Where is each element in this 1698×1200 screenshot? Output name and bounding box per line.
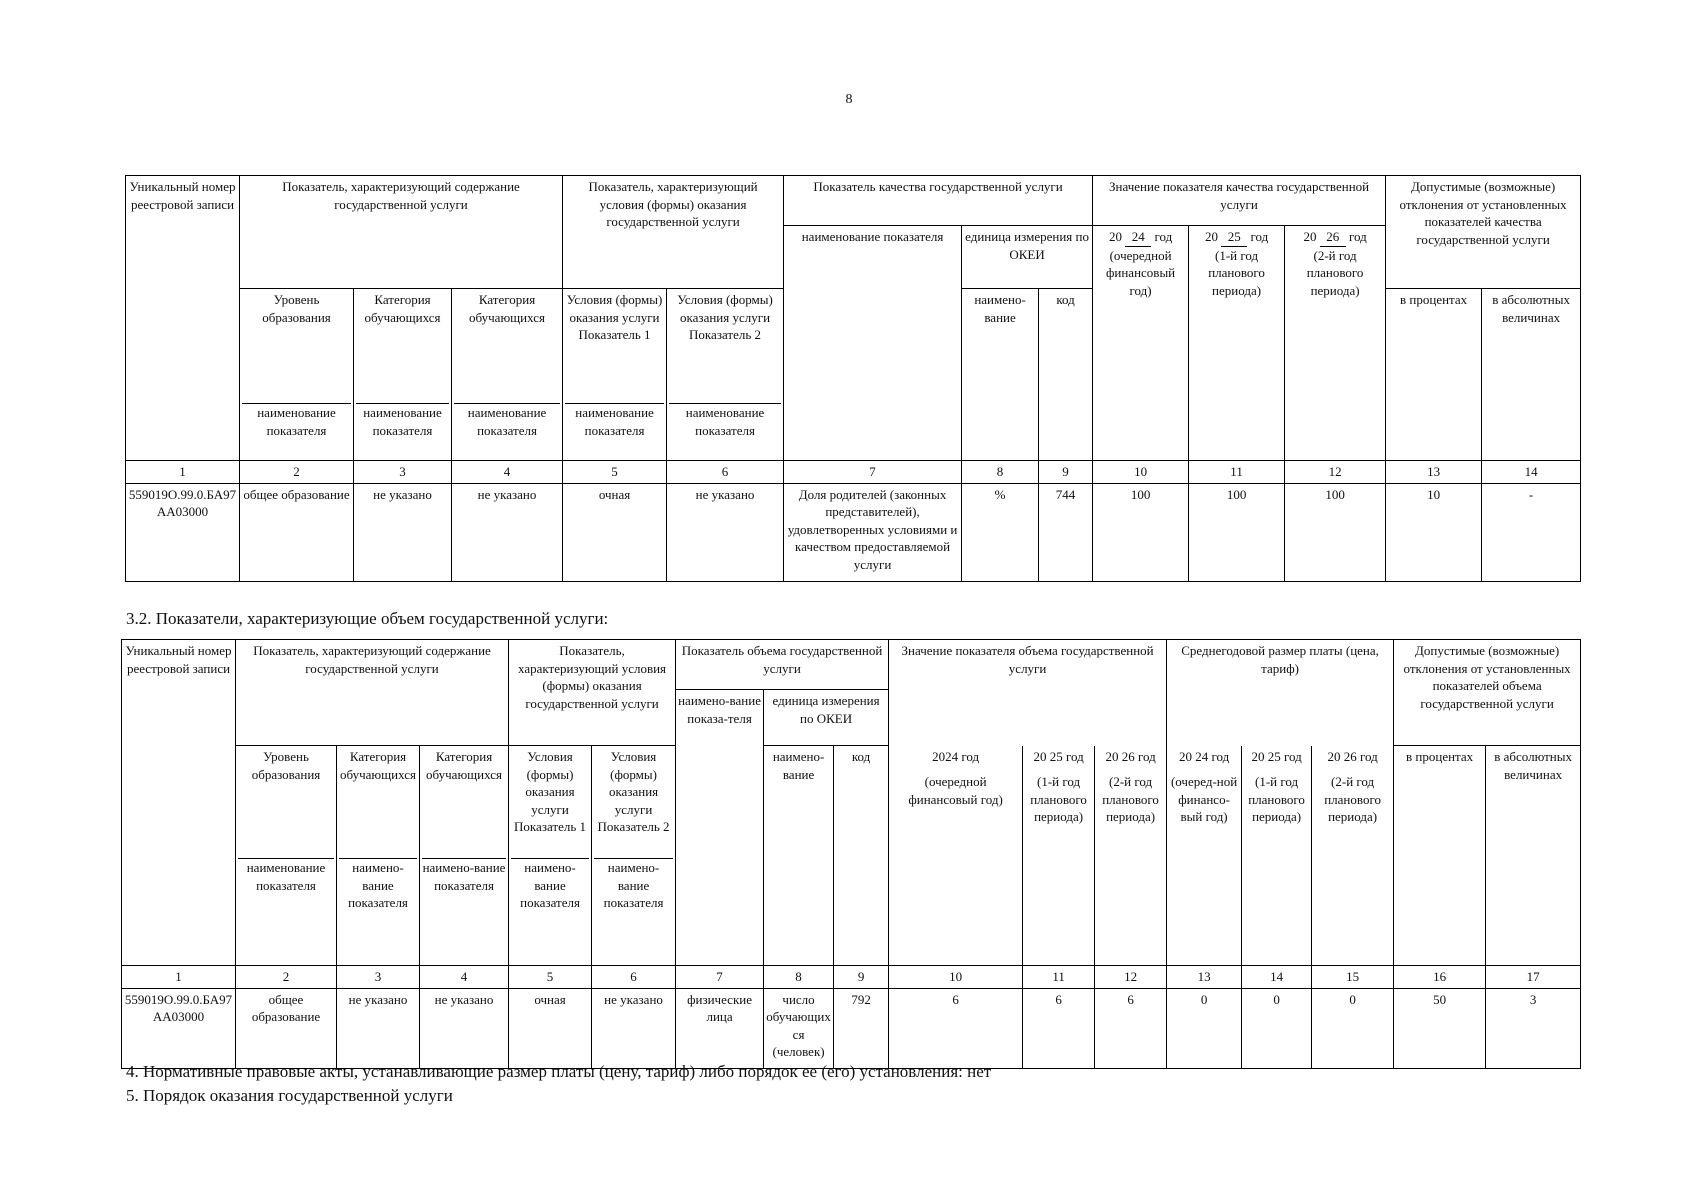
column-number-6: 6 (667, 461, 784, 484)
cell-7: Доля родителей (законных представителей), удовлетворенных условиями и качеством предоставляемой услуги (784, 483, 962, 581)
cell-1: 559019О.99.0.БА97АА03000 (126, 483, 240, 581)
column-number-8: 8 (962, 461, 1039, 484)
column-number-14: 14 (1482, 461, 1581, 484)
header-unique-number: Уникальный номер реестровой записи (126, 176, 240, 461)
year-word: год (1348, 229, 1367, 244)
column-number-5: 5 (509, 966, 592, 989)
value-year-3-note: (2-й год планового периода) (1102, 774, 1159, 825)
indicator-name-label: наименование показателя (242, 403, 351, 439)
cell-12: 6 (1095, 988, 1167, 1068)
cell-11: 100 (1189, 483, 1285, 581)
cell-16: 50 (1394, 988, 1486, 1068)
column-number-13: 13 (1386, 461, 1482, 484)
indicator-name-label: наимено-вание показателя (511, 858, 589, 912)
price-year-1 (1167, 746, 1242, 966)
column-number-3: 3 (354, 461, 452, 484)
header-year-2 (1189, 226, 1285, 461)
value-year-3 (1095, 746, 1167, 966)
sub-condition-1-label: Условия (формы) оказания услуги Показатель 1 (566, 292, 663, 343)
column-number-4: 4 (452, 461, 563, 484)
price-year-3 (1312, 746, 1394, 966)
sub-student-category-2 (452, 289, 563, 461)
column-number-11: 11 (1023, 966, 1095, 989)
header-conditions-indicator: Показатель, характеризующий условия (формы) оказания государственной услуги (509, 640, 676, 746)
sub-condition-2 (667, 289, 784, 461)
column-numbers-row (122, 966, 1581, 989)
year-prefix: 20 (1204, 229, 1218, 244)
sub-education-level (236, 746, 337, 966)
header-deviation: Допустимые (возможные) отклонения от установленных показателей объема государственной услуги (1394, 640, 1581, 746)
sub-absolute: в абсолютных величинах (1486, 746, 1581, 966)
header-indicator-name: наимено-вание показа-теля (676, 690, 764, 966)
year-1-note: (очередной финансовый год) (1105, 247, 1176, 298)
header-quality-value: Значение показателя качества государственной услуги (1093, 176, 1386, 226)
column-number-9: 9 (834, 966, 889, 989)
cell-9: 792 (834, 988, 889, 1068)
year-prefix: 20 (1108, 229, 1122, 244)
section-3-2-heading: 3.2. Показатели, характеризующие объем государственной услуги: (126, 609, 609, 628)
price-year-1-note: (очеред-ной финансо-вый год) (1170, 774, 1238, 825)
column-number-7: 7 (784, 461, 962, 484)
cell-4: не указано (452, 483, 563, 581)
price-year-3-note: (2-й год планового периода) (1324, 774, 1381, 825)
sub-absolute: в абсолютных величинах (1482, 289, 1581, 461)
column-number-1: 1 (122, 966, 236, 989)
year-3-note: (2-й год планового периода) (1306, 247, 1364, 298)
column-number-12: 12 (1095, 966, 1167, 989)
sub-student-category-2-label: Категория обучающихся (469, 292, 545, 325)
section-5-heading: 5. Порядок оказания государственной услуги (126, 1086, 453, 1105)
table-row (126, 483, 1581, 581)
header-unique-number: Уникальный номер реестровой записи (122, 640, 236, 966)
cell-2: общее образование (240, 483, 354, 581)
sub-student-category-1 (354, 289, 452, 461)
header-volume-indicator: Показатель объема государственной услуги (676, 640, 889, 690)
cell-14: 0 (1242, 988, 1312, 1068)
cell-3: не указано (337, 988, 420, 1068)
header-content-indicator: Показатель, характеризующий содержание государственной услуги (240, 176, 563, 289)
column-number-6: 6 (592, 966, 676, 989)
cell-10: 100 (1093, 483, 1189, 581)
indicator-name-label: наименование показателя (669, 403, 781, 439)
column-number-9: 9 (1039, 461, 1093, 484)
column-number-12: 12 (1285, 461, 1386, 484)
cell-11: 6 (1023, 988, 1095, 1068)
header-price: Среднегодовой размер платы (цена, тариф) (1167, 640, 1394, 746)
header-quality-indicator: Показатель качества государственной услуги (784, 176, 1093, 226)
column-number-4: 4 (420, 966, 509, 989)
cell-4: не указано (420, 988, 509, 1068)
cell-10: 6 (889, 988, 1023, 1068)
price-year-2-note: (1-й год планового периода) (1248, 774, 1305, 825)
column-number-16: 16 (1394, 966, 1486, 989)
header-year-1 (1093, 226, 1189, 461)
sub-percent: в процентах (1386, 289, 1482, 461)
sub-condition-1 (509, 746, 592, 966)
sub-education-level-label: Уровень образования (251, 749, 321, 782)
header-indicator-name: наименование показателя (784, 226, 962, 461)
year-word: год (1154, 229, 1173, 244)
column-number-2: 2 (240, 461, 354, 484)
price-year-1-label: 20 24 год (1178, 748, 1230, 764)
column-number-7: 7 (676, 966, 764, 989)
cell-5: очная (563, 483, 667, 581)
sub-unit-name: наимено-вание (962, 289, 1039, 461)
indicator-name-label: наимено-вание показателя (339, 858, 417, 912)
indicator-name-label: наименование показателя (356, 403, 449, 439)
price-year-3-label: 20 26 год (1327, 748, 1378, 764)
sub-condition-1 (563, 289, 667, 461)
indicator-name-label: наимено-вание показателя (594, 858, 673, 912)
cell-15: 0 (1312, 988, 1394, 1068)
column-number-15: 15 (1312, 966, 1394, 989)
column-number-17: 17 (1486, 966, 1581, 989)
table-row (122, 988, 1581, 1068)
header-conditions-indicator: Показатель, характеризующий условия (формы) оказания государственной услуги (563, 176, 784, 289)
column-numbers-row (126, 461, 1581, 484)
sub-condition-2-label: Условия (формы) оказания услуги Показатель 2 (677, 292, 773, 343)
value-year-1-note: (очередной финансовый год) (908, 774, 1003, 807)
price-year-2 (1242, 746, 1312, 966)
value-year-3-label: 20 26 год (1105, 748, 1156, 764)
year-word: год (1250, 229, 1269, 244)
year-1-suffix: 24 (1125, 228, 1151, 247)
column-number-10: 10 (889, 966, 1023, 989)
year-2-note: (1-й год планового периода) (1208, 247, 1265, 298)
value-year-1-label: 2024 год (932, 748, 980, 764)
value-year-2-note: (1-й год планового периода) (1030, 774, 1087, 825)
cell-8: число обучающихся (человек) (764, 988, 834, 1068)
column-number-3: 3 (337, 966, 420, 989)
section-4-heading: 4. Нормативные правовые акты, устанавливающие размер платы (цену, тариф) либо порядок ее (его) установления: нет (126, 1062, 992, 1081)
cell-13: 0 (1167, 988, 1242, 1068)
indicator-name-label: наименование показателя (238, 858, 334, 894)
header-year-3 (1285, 226, 1386, 461)
cell-8: % (962, 483, 1039, 581)
column-number-5: 5 (563, 461, 667, 484)
column-number-11: 11 (1189, 461, 1285, 484)
value-year-2 (1023, 746, 1095, 966)
sub-student-category-2-label: Категория обучающихся (426, 749, 502, 782)
sub-condition-2 (592, 746, 676, 966)
column-number-2: 2 (236, 966, 337, 989)
sub-student-category-2 (420, 746, 509, 966)
page-number: 8 (845, 92, 853, 107)
sub-student-category-1-label: Категория обучающихся (364, 292, 441, 325)
column-number-8: 8 (764, 966, 834, 989)
volume-indicators-table (121, 639, 1581, 1069)
quality-indicators-table (125, 175, 1581, 582)
cell-14: - (1482, 483, 1581, 581)
cell-6: не указано (667, 483, 784, 581)
cell-17: 3 (1486, 988, 1581, 1068)
header-okei-unit: единица измерения по ОКЕИ (764, 690, 889, 746)
year-3-suffix: 26 (1320, 228, 1346, 247)
indicator-name-label: наимено-вание показателя (422, 860, 506, 893)
column-number-13: 13 (1167, 966, 1242, 989)
sub-condition-1-label: Условия (формы) оказания услуги Показатель 1 (514, 749, 587, 835)
value-year-2-label: 20 25 год (1033, 748, 1084, 764)
indicator-name-label: наименование показателя (565, 403, 664, 439)
cell-2: общее образование (236, 988, 337, 1068)
sub-student-category-1 (337, 746, 420, 966)
cell-5: очная (509, 988, 592, 1068)
sub-unit-code: код (1039, 289, 1093, 461)
column-number-1: 1 (126, 461, 240, 484)
sub-unit-code: код (834, 746, 889, 966)
sub-condition-2-label: Условия (формы) оказания услуги Показатель 2 (597, 749, 670, 835)
column-number-10: 10 (1093, 461, 1189, 484)
header-volume-value: Значение показателя объема государственной услуги (889, 640, 1167, 746)
cell-1: 559019О.99.0.БА97АА03000 (122, 988, 236, 1068)
column-number-14: 14 (1242, 966, 1312, 989)
sub-education-level (240, 289, 354, 461)
year-2-suffix: 25 (1221, 228, 1247, 247)
cell-13: 10 (1386, 483, 1482, 581)
header-deviation: Допустимые (возможные) отклонения от установленных показателей качества государственной услуги (1386, 176, 1581, 289)
header-okei-unit: единица измерения по ОКЕИ (962, 226, 1093, 289)
cell-7: физические лица (676, 988, 764, 1068)
sub-education-level-label: Уровень образования (262, 292, 331, 325)
sub-unit-name: наимено-вание (764, 746, 834, 966)
sub-percent: в процентах (1394, 746, 1486, 966)
sub-student-category-1-label: Категория обучающихся (340, 749, 416, 782)
value-year-1 (889, 746, 1023, 966)
cell-12: 100 (1285, 483, 1386, 581)
year-prefix: 20 (1303, 229, 1317, 244)
cell-6: не указано (592, 988, 676, 1068)
header-content-indicator: Показатель, характеризующий содержание государственной услуги (236, 640, 509, 746)
indicator-name-label: наименование показателя (454, 403, 560, 439)
cell-3: не указано (354, 483, 452, 581)
price-year-2-label: 20 25 год (1251, 748, 1302, 764)
cell-9: 744 (1039, 483, 1093, 581)
